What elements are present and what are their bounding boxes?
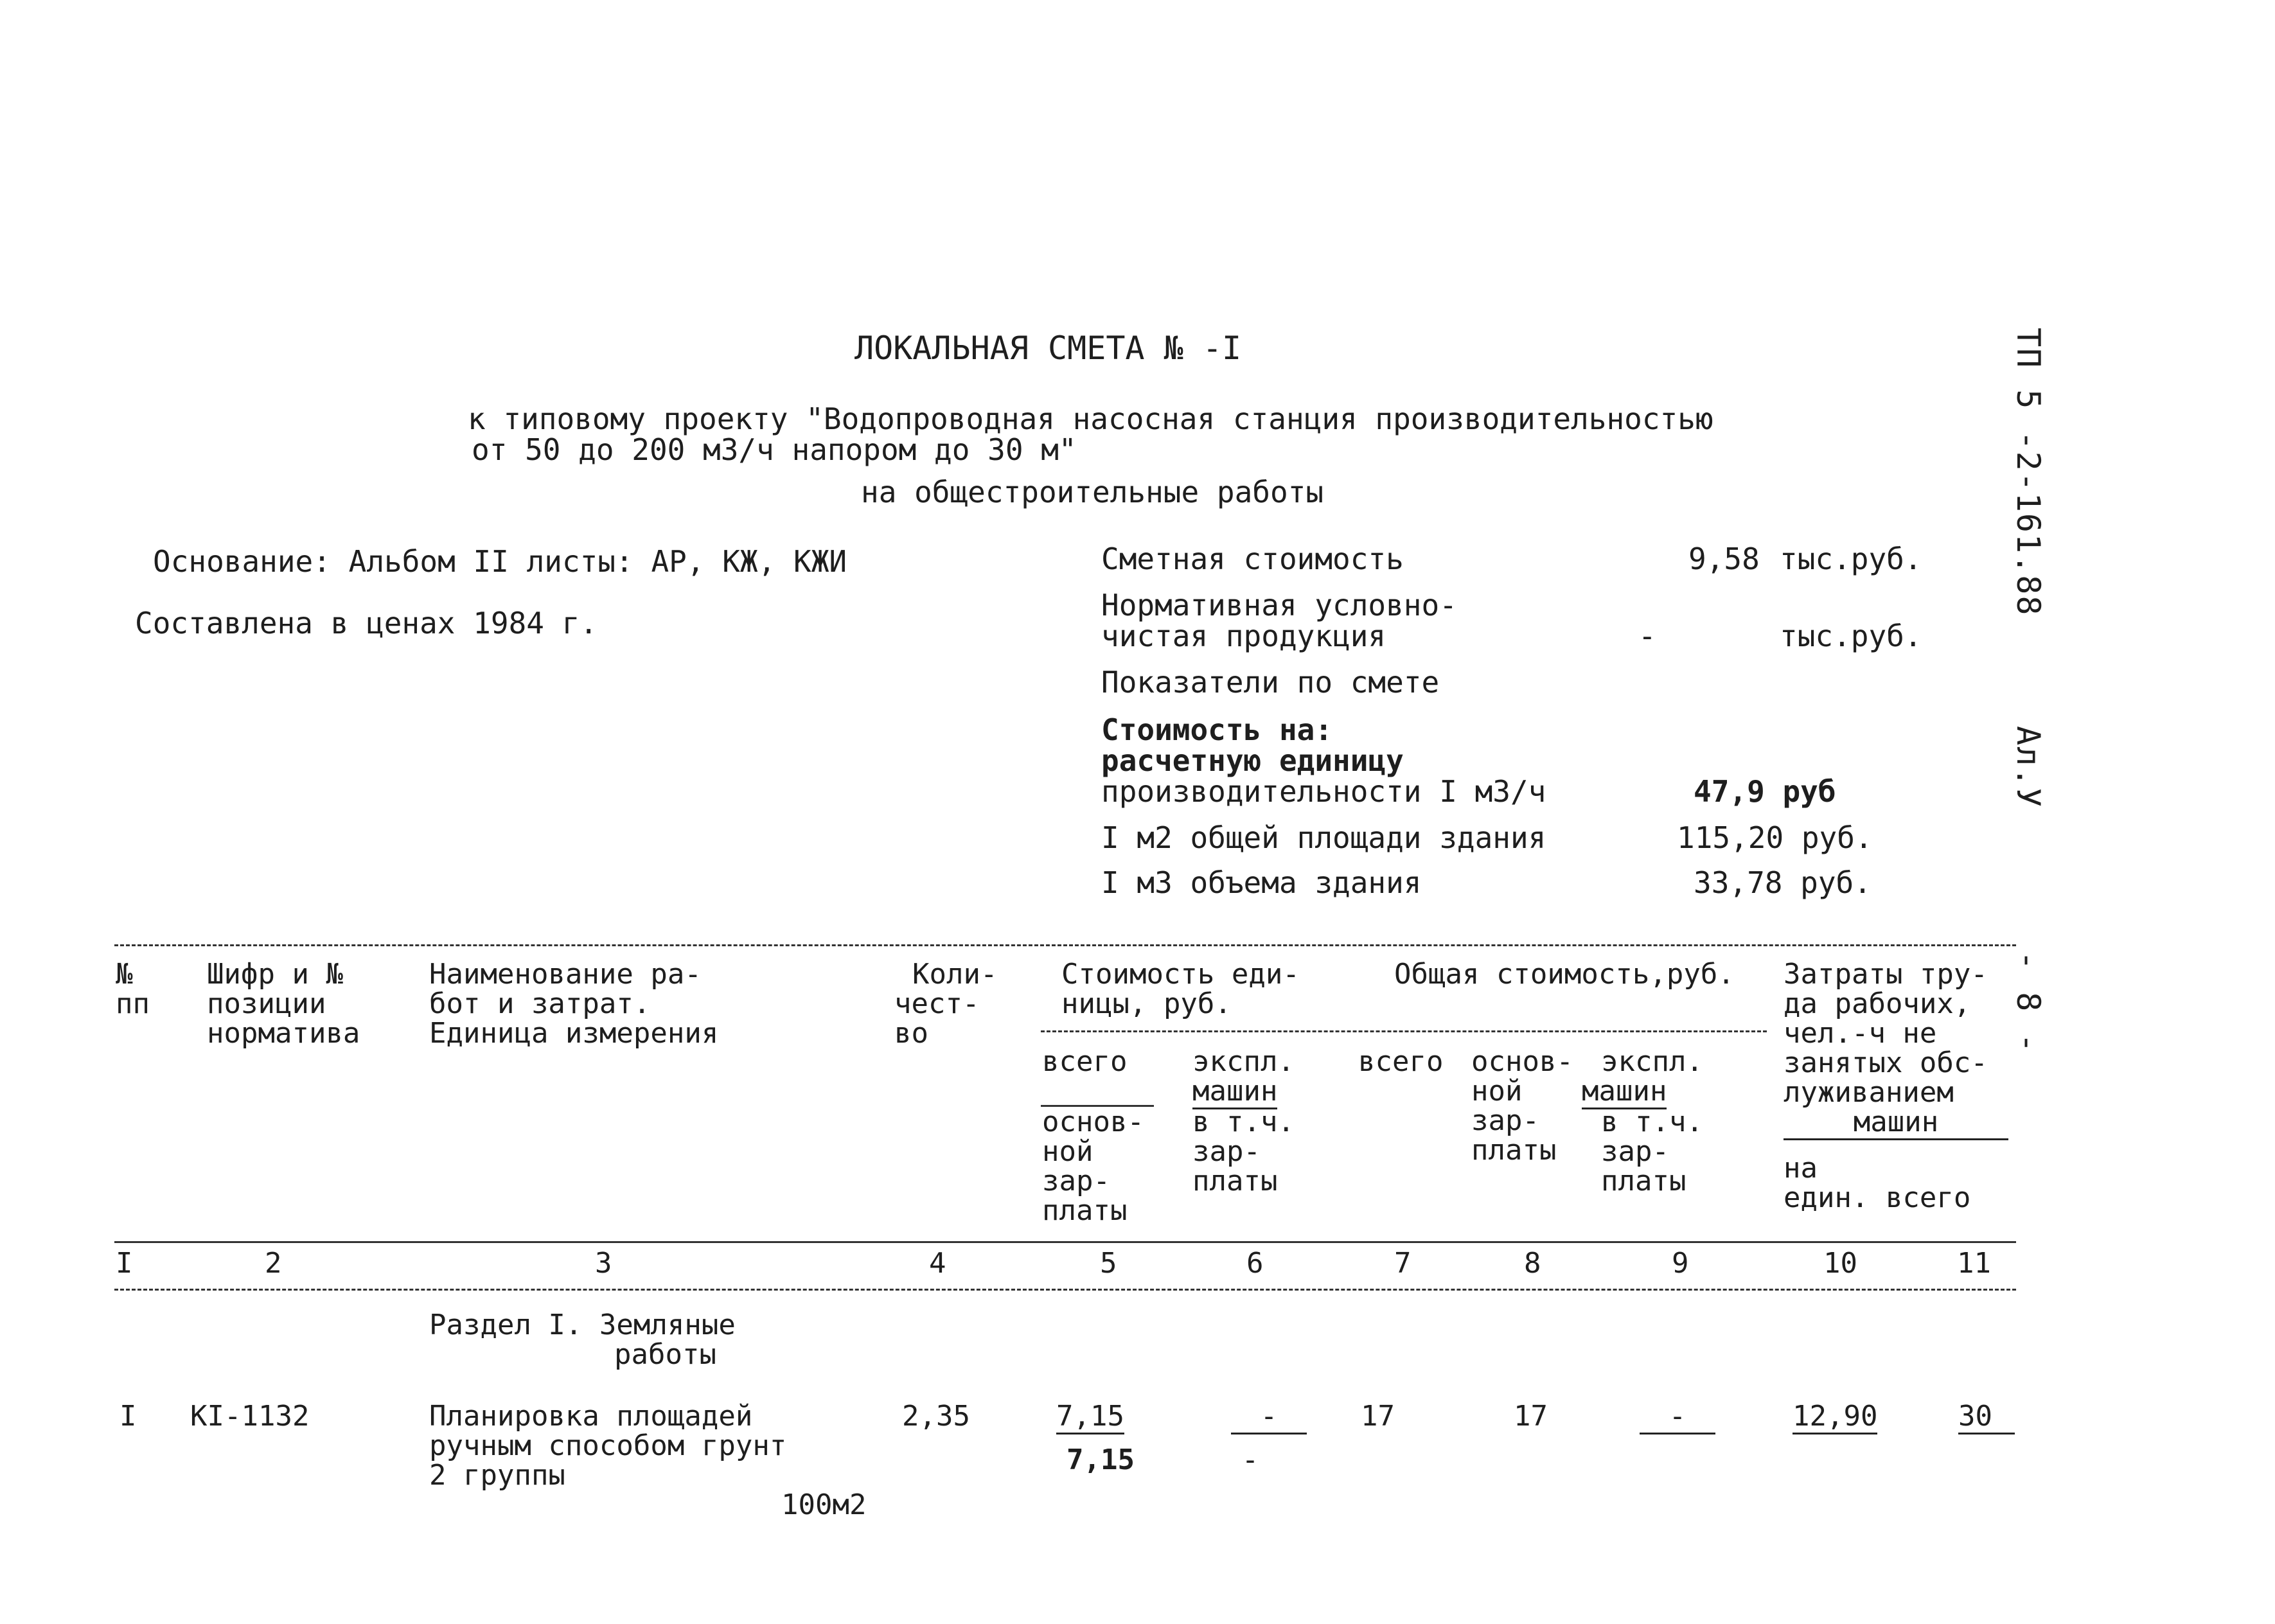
- tc-mach-header-1: экспл.: [1601, 1045, 1703, 1078]
- col-number: I: [116, 1247, 133, 1280]
- indicators-label: Показатели по смете: [1101, 665, 1440, 700]
- row-name-3: 2 группы: [429, 1459, 565, 1492]
- col-number: 7: [1394, 1247, 1412, 1280]
- subtitle-line-2: от 50 до 200 м3/ч напором до 30 м": [472, 432, 1077, 467]
- norm-label-2: чистая продукция: [1101, 619, 1386, 653]
- row-unit-cost-total: 7,15: [1056, 1402, 1124, 1434]
- section-heading-1: Раздел I. Земляные: [429, 1309, 736, 1341]
- column-numbers-top-rule: [114, 1241, 2016, 1243]
- tc-mach-header-2: машин: [1582, 1077, 1667, 1109]
- col3-header-2: бот и затрат.: [429, 987, 651, 1020]
- area-label: I м2 общей площади здания: [1101, 820, 1546, 855]
- basis-text: Основание: Альбом II листы: АР, КЖ, КЖИ: [153, 544, 847, 579]
- unit-cost-header-2: ницы, руб.: [1061, 987, 1232, 1020]
- row-code: КI-1132: [190, 1400, 310, 1433]
- col-number: 10: [1823, 1247, 1857, 1280]
- col2-header-3: норматива: [207, 1017, 360, 1050]
- col-number: 11: [1957, 1247, 1991, 1280]
- uc-mach-header-4: зар-: [1192, 1135, 1261, 1168]
- tc-base-header-4: платы: [1471, 1134, 1557, 1167]
- labor-header-8: един. всего: [1784, 1181, 1971, 1214]
- section-heading-2: работы: [614, 1338, 716, 1371]
- labor-header-3: чел.-ч не: [1784, 1017, 1937, 1050]
- tc-base-header-2: ной: [1471, 1075, 1523, 1108]
- col-number: 4: [929, 1247, 946, 1280]
- labor-header-7: на: [1784, 1152, 1818, 1185]
- col3-header-1: Наименование ра-: [429, 958, 702, 991]
- table-top-rule: [114, 944, 2016, 946]
- cost-per-label-2: расчетную единицу: [1101, 743, 1404, 778]
- side-stamp-album: Ал.У: [2010, 726, 2047, 809]
- cost-per-label-1: Стоимость на:: [1101, 712, 1333, 747]
- uc-base-header-4: платы: [1042, 1194, 1128, 1227]
- uc-total-header: всего: [1042, 1045, 1128, 1078]
- norm-unit: тыс.руб.: [1780, 619, 1922, 653]
- row-total-cost: 17: [1361, 1400, 1395, 1433]
- col-number: 8: [1524, 1247, 1541, 1280]
- col-number: 3: [595, 1247, 612, 1280]
- labor-header-4: занятых обс-: [1784, 1046, 1988, 1079]
- row-unit-cost-mach: -: [1231, 1402, 1307, 1434]
- col2-header-1: Шифр и №: [207, 958, 343, 991]
- unit-cost-header-1: Стоимость еди-: [1061, 958, 1300, 991]
- tc-total-header: всего: [1358, 1045, 1444, 1078]
- col-number: 6: [1246, 1247, 1264, 1280]
- col-number: 2: [265, 1247, 282, 1280]
- labor-header-6: машин: [1784, 1108, 2008, 1140]
- col-number: 5: [1100, 1247, 1117, 1280]
- tc-base-header-1: основ-: [1471, 1045, 1573, 1078]
- row-unit: 100м2: [781, 1488, 867, 1521]
- uc-mach-header-2: машин: [1192, 1077, 1277, 1109]
- uc-mach-header-5: платы: [1192, 1165, 1278, 1197]
- uc-mach-header-1: экспл.: [1192, 1045, 1295, 1078]
- volume-label: I м3 объема здания: [1101, 865, 1422, 900]
- subtitle-line-3: на общестроительные работы: [861, 475, 1324, 509]
- row-labor-total: 30: [1958, 1402, 2015, 1434]
- row-total-cost-mach: -: [1640, 1402, 1715, 1434]
- col4-header-2: чест-: [894, 987, 980, 1020]
- labor-header-2: да рабочих,: [1784, 987, 1971, 1020]
- column-numbers-bottom-rule: [114, 1289, 2016, 1291]
- page-title: ЛОКАЛЬНАЯ СМЕТА № -I: [854, 330, 1242, 367]
- labor-header-5: луживанием: [1784, 1076, 1954, 1109]
- labor-header-1: Затраты тру-: [1784, 958, 1988, 991]
- uc-base-header-3: зар-: [1042, 1165, 1110, 1197]
- cost-per-label-3: производительности I м3/ч: [1101, 774, 1546, 809]
- side-stamp-code: ТП 5 -2-161.88: [2010, 328, 2047, 617]
- uc-mach-header-3: в т.ч.: [1192, 1106, 1295, 1138]
- tc-mach-header-5: платы: [1601, 1165, 1686, 1197]
- cost-subheader-rule: [1041, 1030, 1767, 1032]
- subtitle-line-1: к типовому проекту "Водопроводная насосная станция производительностью: [468, 402, 1713, 436]
- side-stamp-page: - 8 -: [2010, 951, 2047, 1054]
- row-unit-cost-base: 7,15: [1067, 1443, 1135, 1476]
- cost-unit: тыс.руб.: [1780, 542, 1922, 576]
- row-unit-cost-mach-wage: -: [1241, 1443, 1259, 1476]
- cost-per-value: 47,9 руб: [1694, 774, 1836, 809]
- col3-header-3: Единица измерения: [429, 1017, 719, 1050]
- row-name-2: ручным способом грунт: [429, 1429, 787, 1462]
- cost-value: 9,58: [1688, 542, 1760, 576]
- row-labor-unit: 12,90: [1793, 1402, 1877, 1434]
- row-total-cost-base: 17: [1514, 1400, 1548, 1433]
- col-number: 9: [1672, 1247, 1689, 1280]
- prices-text: Составлена в ценах 1984 г.: [135, 606, 598, 640]
- tc-mach-header-3: в т.ч.: [1601, 1106, 1703, 1138]
- volume-value: 33,78 руб.: [1694, 865, 1872, 900]
- area-value: 115,20 руб.: [1677, 820, 1873, 855]
- col1-header-2: пп: [116, 987, 150, 1020]
- tc-base-header-3: зар-: [1471, 1104, 1539, 1137]
- col2-header-2: позиции: [207, 987, 326, 1020]
- norm-value: -: [1638, 619, 1656, 653]
- col1-header-1: №: [116, 958, 133, 991]
- col4-header-3: во: [894, 1017, 928, 1050]
- row-quantity: 2,35: [902, 1400, 970, 1433]
- tc-mach-header-4: зар-: [1601, 1135, 1669, 1168]
- norm-label-1: Нормативная условно-: [1101, 588, 1457, 622]
- row-number: I: [120, 1400, 137, 1433]
- col4-header-1: Коли-: [912, 958, 998, 991]
- total-cost-header: Общая стоимость,руб.: [1394, 958, 1735, 991]
- row-name-1: Планировка площадей: [429, 1400, 753, 1433]
- uc-base-header-2: ной: [1042, 1135, 1093, 1168]
- uc-base-header-1: основ-: [1042, 1106, 1144, 1138]
- cost-label: Сметная стоимость: [1101, 542, 1404, 576]
